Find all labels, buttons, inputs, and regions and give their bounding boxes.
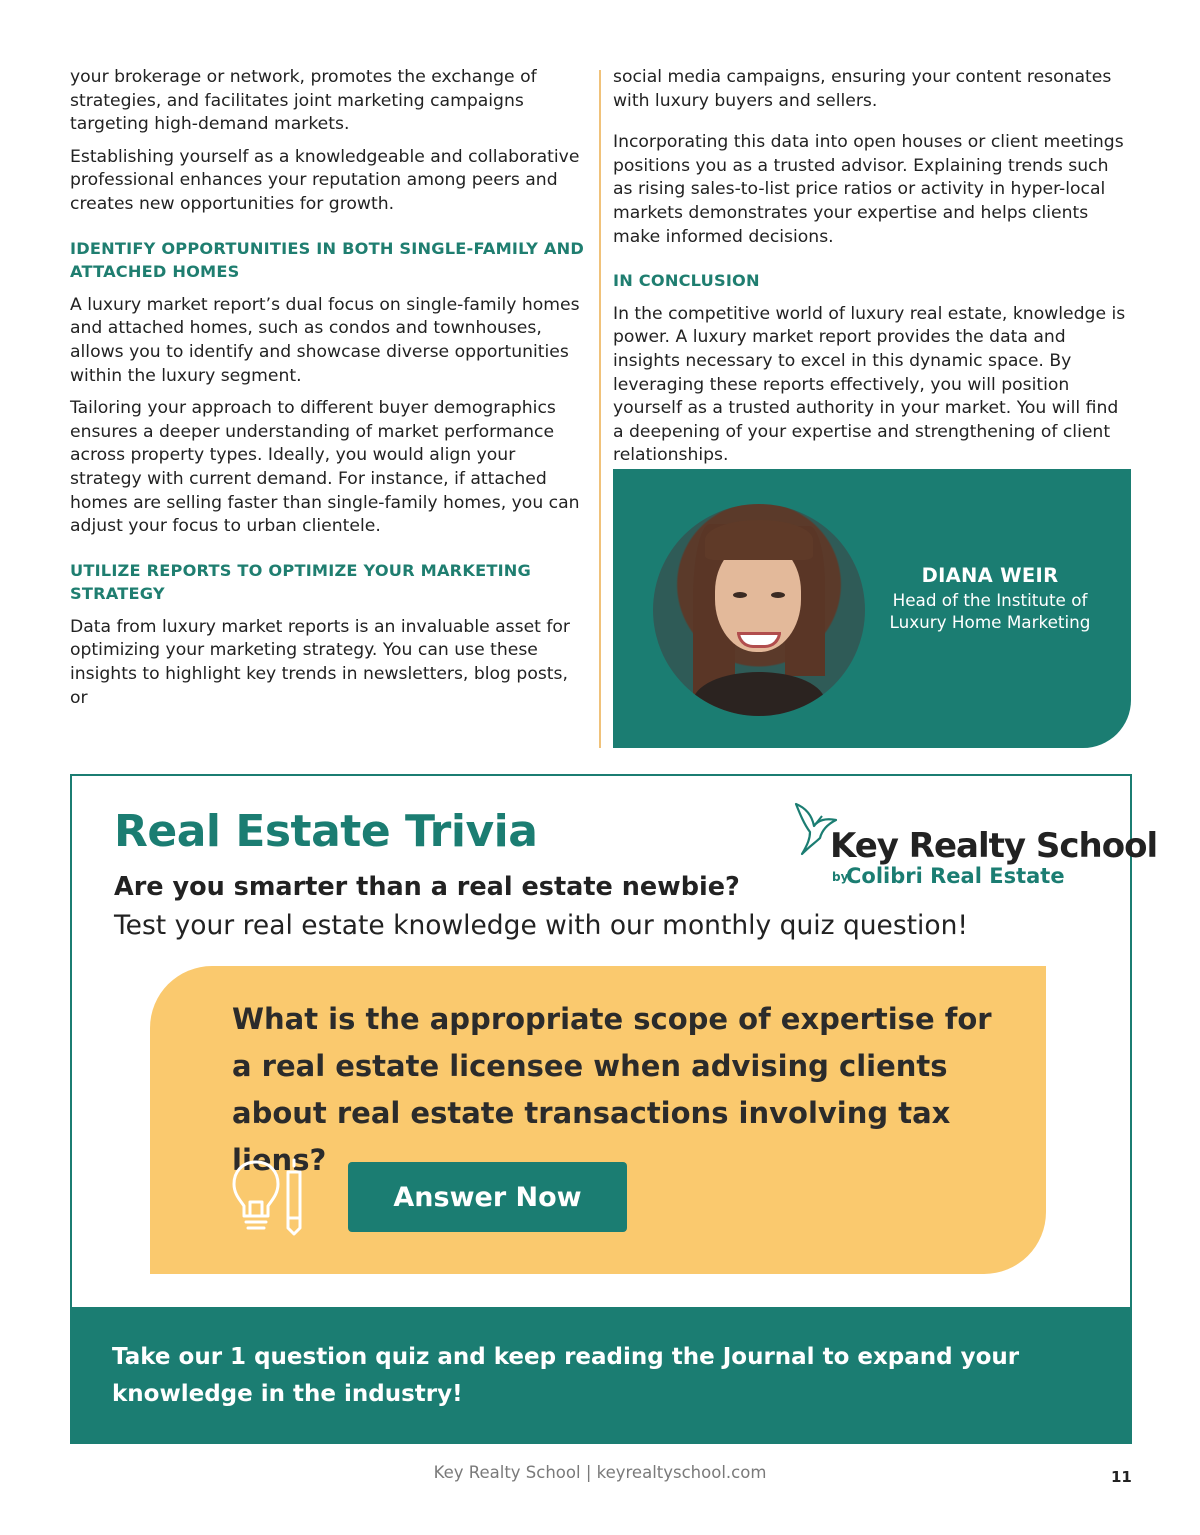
trivia-title: Real Estate Trivia — [114, 806, 538, 857]
quiz-question: What is the appropriate scope of expertise for a real estate licensee when advising clients about real estate transactions involving tax liens? — [232, 1002, 992, 1177]
left-column — [70, 66, 590, 719]
right-column — [613, 66, 1133, 477]
paragraph: Establishing yourself as a knowledgeable and collaborative professional enhances your reputation among peers and creates new opportunities for growth. — [70, 146, 580, 214]
paragraph: Incorporating this data into open houses or client meetings positions you as a trusted advisor. Explaining trends such as rising sales-to-list price ratios or activity in hyper-local markets demonstrates your expertise and helps clients make informed decisions. — [613, 132, 1124, 247]
author-name: DIANA WEIR — [921, 564, 1059, 587]
section-heading: UTILIZE REPORTS TO OPTIMIZE YOUR MARKETING STRATEGY — [70, 560, 532, 604]
author-card — [613, 469, 1131, 748]
banner-text: Take our 1 question quiz and keep reading the Journal to expand your knowledge in the industry! — [112, 1344, 1020, 1407]
logo-by: by — [832, 870, 849, 884]
trivia-description: Test your real estate knowledge with our monthly quiz question! — [114, 910, 969, 941]
trivia-section — [70, 774, 1158, 1444]
key-realty-school-logo — [792, 798, 1158, 898]
trivia-subtitle: Are you smarter than a real estate newbie? — [114, 872, 740, 902]
logo-name: Key Realty School — [830, 826, 1158, 866]
quiz-box — [150, 966, 1046, 1274]
paragraph: social media campaigns, ensuring your content resonates with luxury buyers and sellers. — [613, 67, 1112, 111]
paragraph: In the competitive world of luxury real estate, knowledge is power. A luxury market report provides the data and insights necessary to excel in this dynamic space. By leveraging these reports effectively, you will position yourself as a trusted authority in your market. You will find a deepening of your expertise and strengthening of client relationships. — [613, 303, 1126, 466]
lightbulb-pencil-icon — [230, 1158, 314, 1236]
page-number: 11 — [1111, 1468, 1132, 1486]
paragraph: your brokerage or network, promotes the exchange of strategies, and facilitates joint marketing campaigns targeting high-demand markets. — [70, 67, 537, 135]
footer-text: Key Realty School | keyrealtyschool.com — [433, 1463, 767, 1482]
paragraph: Tailoring your approach to different buyer demographics ensures a deeper understanding of market performance across property types. Ideally, you would align your strategy with current demand. For instance, if attached homes are selling faster than single-family homes, you can adjust your focus to urban clientele. — [70, 398, 580, 537]
author-title: Head of the Institute of Luxury Home Marketing — [889, 590, 1091, 632]
section-heading: IN CONCLUSION — [613, 271, 760, 291]
column-divider — [599, 70, 601, 748]
logo-sub: Colibri Real Estate — [846, 864, 1065, 888]
paragraph: A luxury market report’s dual focus on single-family homes and attached homes, such as condos and townhouses, allows you to identify and showcase diverse opportunities within the luxury segment. — [70, 294, 580, 386]
section-heading: IDENTIFY OPPORTUNITIES IN BOTH SINGLE-FAMILY AND ATTACHED HOMES — [70, 238, 584, 282]
answer-now-button[interactable]: Answer Now — [348, 1162, 627, 1232]
quiz-banner — [72, 1307, 1130, 1444]
paragraph: Data from luxury market reports is an invaluable asset for optimizing your marketing strategy. You can use these insights to highlight key trends in newsletters, blog posts, or — [70, 616, 570, 708]
author-photo — [653, 504, 865, 716]
